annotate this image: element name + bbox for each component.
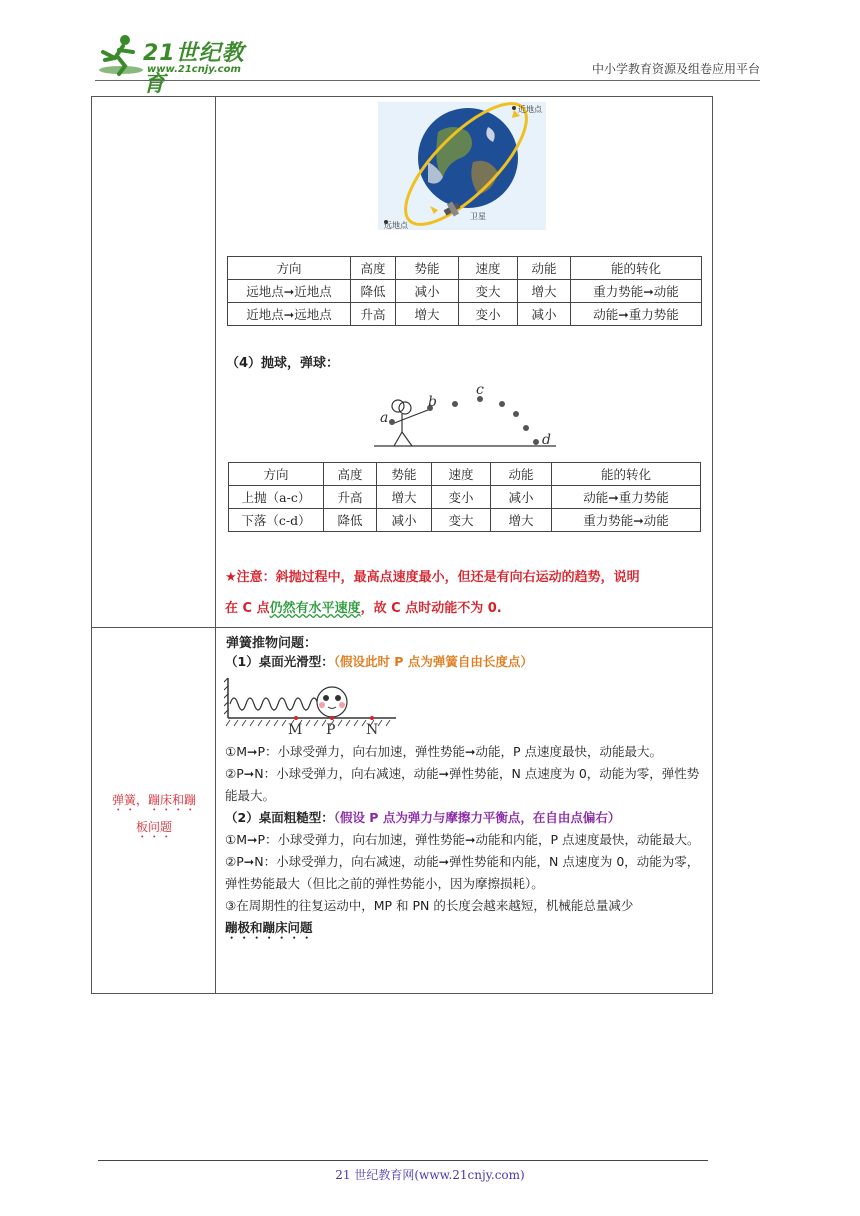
bungee-heading: 蹦极和蹦床问题 [225,920,313,935]
apogee-label: 远地点 [384,221,408,230]
spring-explanation [225,741,707,942]
spring-figure [224,676,400,738]
ball-label-d: d [542,432,551,448]
runner-logo-icon [95,30,145,80]
spring-label-n: N [366,722,379,738]
column-divider [215,97,216,993]
ball-label-c: c [476,382,484,398]
paragraph: ②P➞N：小球受弹力，向右减速，动能➞弹性势能和内能，N 点速度为 0，动能为零，弹性势能最大（但比之前的弹性势能小，因为摩擦损耗）。 [225,854,700,891]
spring-label-p: P [326,722,336,738]
table-header-row: 方向 高度 势能 速度 动能 能的转化 [228,257,702,280]
table-row: 远地点➞近地点 降低 减小 变大 增大 重力势能➞动能 [228,280,702,303]
logo-url: www.21cnjy.com [147,64,241,75]
header-divider [95,80,760,81]
row-category-label: 弹簧，蹦床和蹦 板问题 [111,793,196,834]
ball-energy-table [228,462,701,532]
satellite-label: 卫星 [470,212,486,221]
perigee-label: 近地点 [518,105,542,114]
attention-note: ★注意：斜抛过程中，最高点速度最小，但还是有向右运动的趋势，说明 在 C 点仍然有水平速度，故 C 点时动能不为 0. [225,570,640,616]
logo [95,30,265,97]
section-4-title: （4）抛球，弹球： [226,356,340,371]
table-row: 下落（c-d） 降低 减小 变大 增大 重力势能➞动能 [229,509,701,532]
table-header-row: 方向 高度 势能 速度 动能 能的转化 [229,463,701,486]
smooth-surface-heading: （1）桌面光滑型：（假设此时 P 点为弹簧自由长度点） [225,654,533,669]
paragraph: ①M➞P：小球受弹力，向右加速，弹性势能➞动能和内能，P 点速度最快，动能最大。 [225,832,700,847]
header-platform-text: 中小学教育资源及组卷应用平台 [591,62,760,76]
spring-label-m: M [288,722,303,738]
ball-label-a: a [380,410,389,426]
table-row: 近地点➞远地点 升高 增大 变小 减小 动能➞重力势能 [228,303,702,326]
note-highlight: 仍然有水平速度 [269,601,361,616]
ball-throw-figure [370,380,560,450]
row-divider [92,627,712,628]
table-row: 上抛（a-c） 升高 增大 变小 减小 动能➞重力势能 [229,486,701,509]
paragraph: ③在周期性的往复运动中，MP 和 PN 的长度会越来越短，机械能总量减少 [225,898,634,913]
footer-text: 21 世纪教育网(www.21cnjy.com) [335,1168,525,1182]
logo-text: 21世纪教育 [143,41,245,97]
rough-surface-heading: （2）桌面粗糙型：（假设 P 点为弹力与摩擦力平衡点，在自由点偏右） [225,810,621,825]
satellite-orbit-figure [378,102,546,230]
paragraph: ①M➞P：小球受弹力，向右加速，弹性势能➞动能，P 点速度最快，动能最大。 [225,744,662,759]
ball-label-b: b [428,394,437,410]
footer-divider [98,1160,708,1161]
satellite-energy-table [227,256,702,326]
paragraph: ②P➞N：小球受弹力，向右减速，动能➞弹性势能，N 点速度为 0，动能为零，弹性势能最大。 [225,766,700,803]
spring-section-title: 弹簧推物问题： [226,636,318,651]
page-header [95,30,760,97]
